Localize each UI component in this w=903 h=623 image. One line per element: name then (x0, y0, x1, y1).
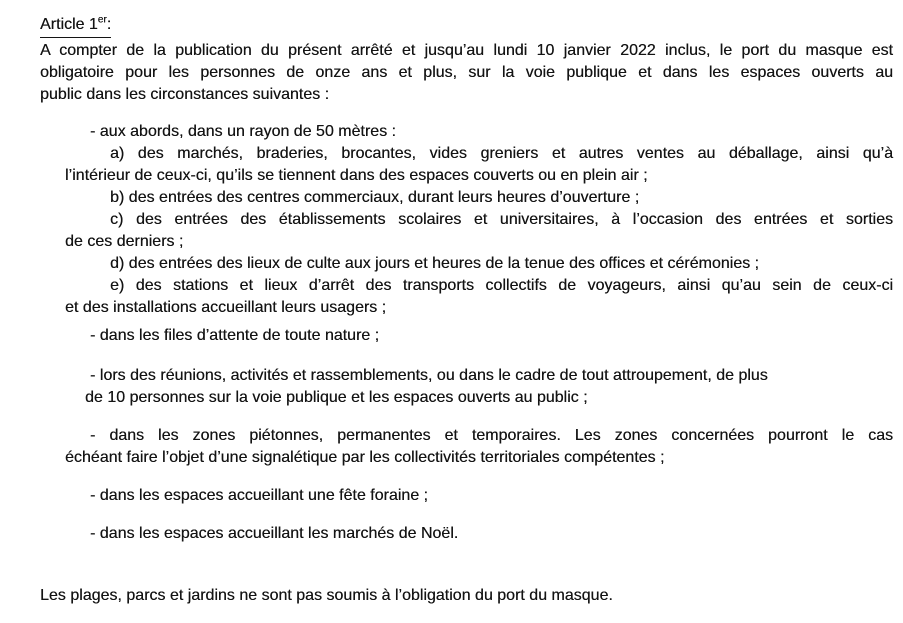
item-d-line: d) des entrées des lieux de culte aux jours et heures de la tenue des offices et cérémonies ; (110, 255, 759, 272)
item-c-line-2: de ces derniers ; (65, 233, 184, 250)
item-e-line-2: et des installations accueillant leurs usagers ; (65, 299, 387, 316)
article-heading-superscript: er (97, 14, 107, 26)
intro-paragraph-line-1: A compter de la publication du présent arrêté et jusqu’au lundi 10 janvier 2022 inclus, le port du masque est (40, 42, 893, 59)
bullet-files-attente: - dans les files d’attente de toute nature ; (90, 327, 380, 344)
item-a-line-2: l’intérieur de ceux-ci, qu’ils se tiennent dans des espaces couverts ou en plein air ; (65, 167, 648, 184)
intro-paragraph-line-3: public dans les circonstances suivantes : (40, 86, 330, 103)
article-heading-underline (40, 14, 111, 38)
article-heading-text: Article 1 (40, 16, 98, 33)
item-b-line: b) des entrées des centres commerciaux, durant leurs heures d’ouverture ; (110, 189, 640, 206)
bullet-fete-foraine: - dans les espaces accueillant une fête foraine ; (90, 487, 428, 504)
bullet-marches-noel: - dans les espaces accueillant les marchés de Noël. (90, 525, 459, 542)
bullet-zones-pietonnes-line-1: - dans les zones piétonnes, permanentes et temporaires. Les zones concernées pourront le cas (90, 427, 893, 444)
bullet-50m-head: - aux abords, dans un rayon de 50 mètres : (90, 123, 396, 140)
closing-paragraph: Les plages, parcs et jardins ne sont pas soumis à l’obligation du port du masque. (40, 587, 613, 604)
bullet-reunions-line-2: de 10 personnes sur la voie publique et les espaces ouverts au public ; (85, 389, 588, 406)
item-a-line-1: a) des marchés, braderies, brocantes, vides greniers et autres ventes au déballage, ainsi qu’à (110, 145, 893, 162)
item-e-line-1: e) des stations et lieux d’arrêt des transports collectifs de voyageurs, ainsi qu’au sein de ceux-ci (110, 277, 893, 294)
item-c-line-1: c) des entrées des établissements scolaires et universitaires, à l’occasion des entrées et sorties (110, 211, 893, 228)
article-heading (40, 14, 893, 38)
article-heading-colon: : (106, 16, 112, 33)
intro-paragraph-line-2: obligatoire pour les personnes de onze ans et plus, sur la voie publique et dans les espaces ouverts au (40, 64, 893, 81)
bullet-reunions-line-1: - lors des réunions, activités et rassemblements, ou dans le cadre de tout attroupement, de plus (90, 367, 768, 384)
bullet-zones-pietonnes-line-2: échéant faire l’objet d’une signalétique par les collectivités territoriales compétentes ; (65, 449, 665, 466)
